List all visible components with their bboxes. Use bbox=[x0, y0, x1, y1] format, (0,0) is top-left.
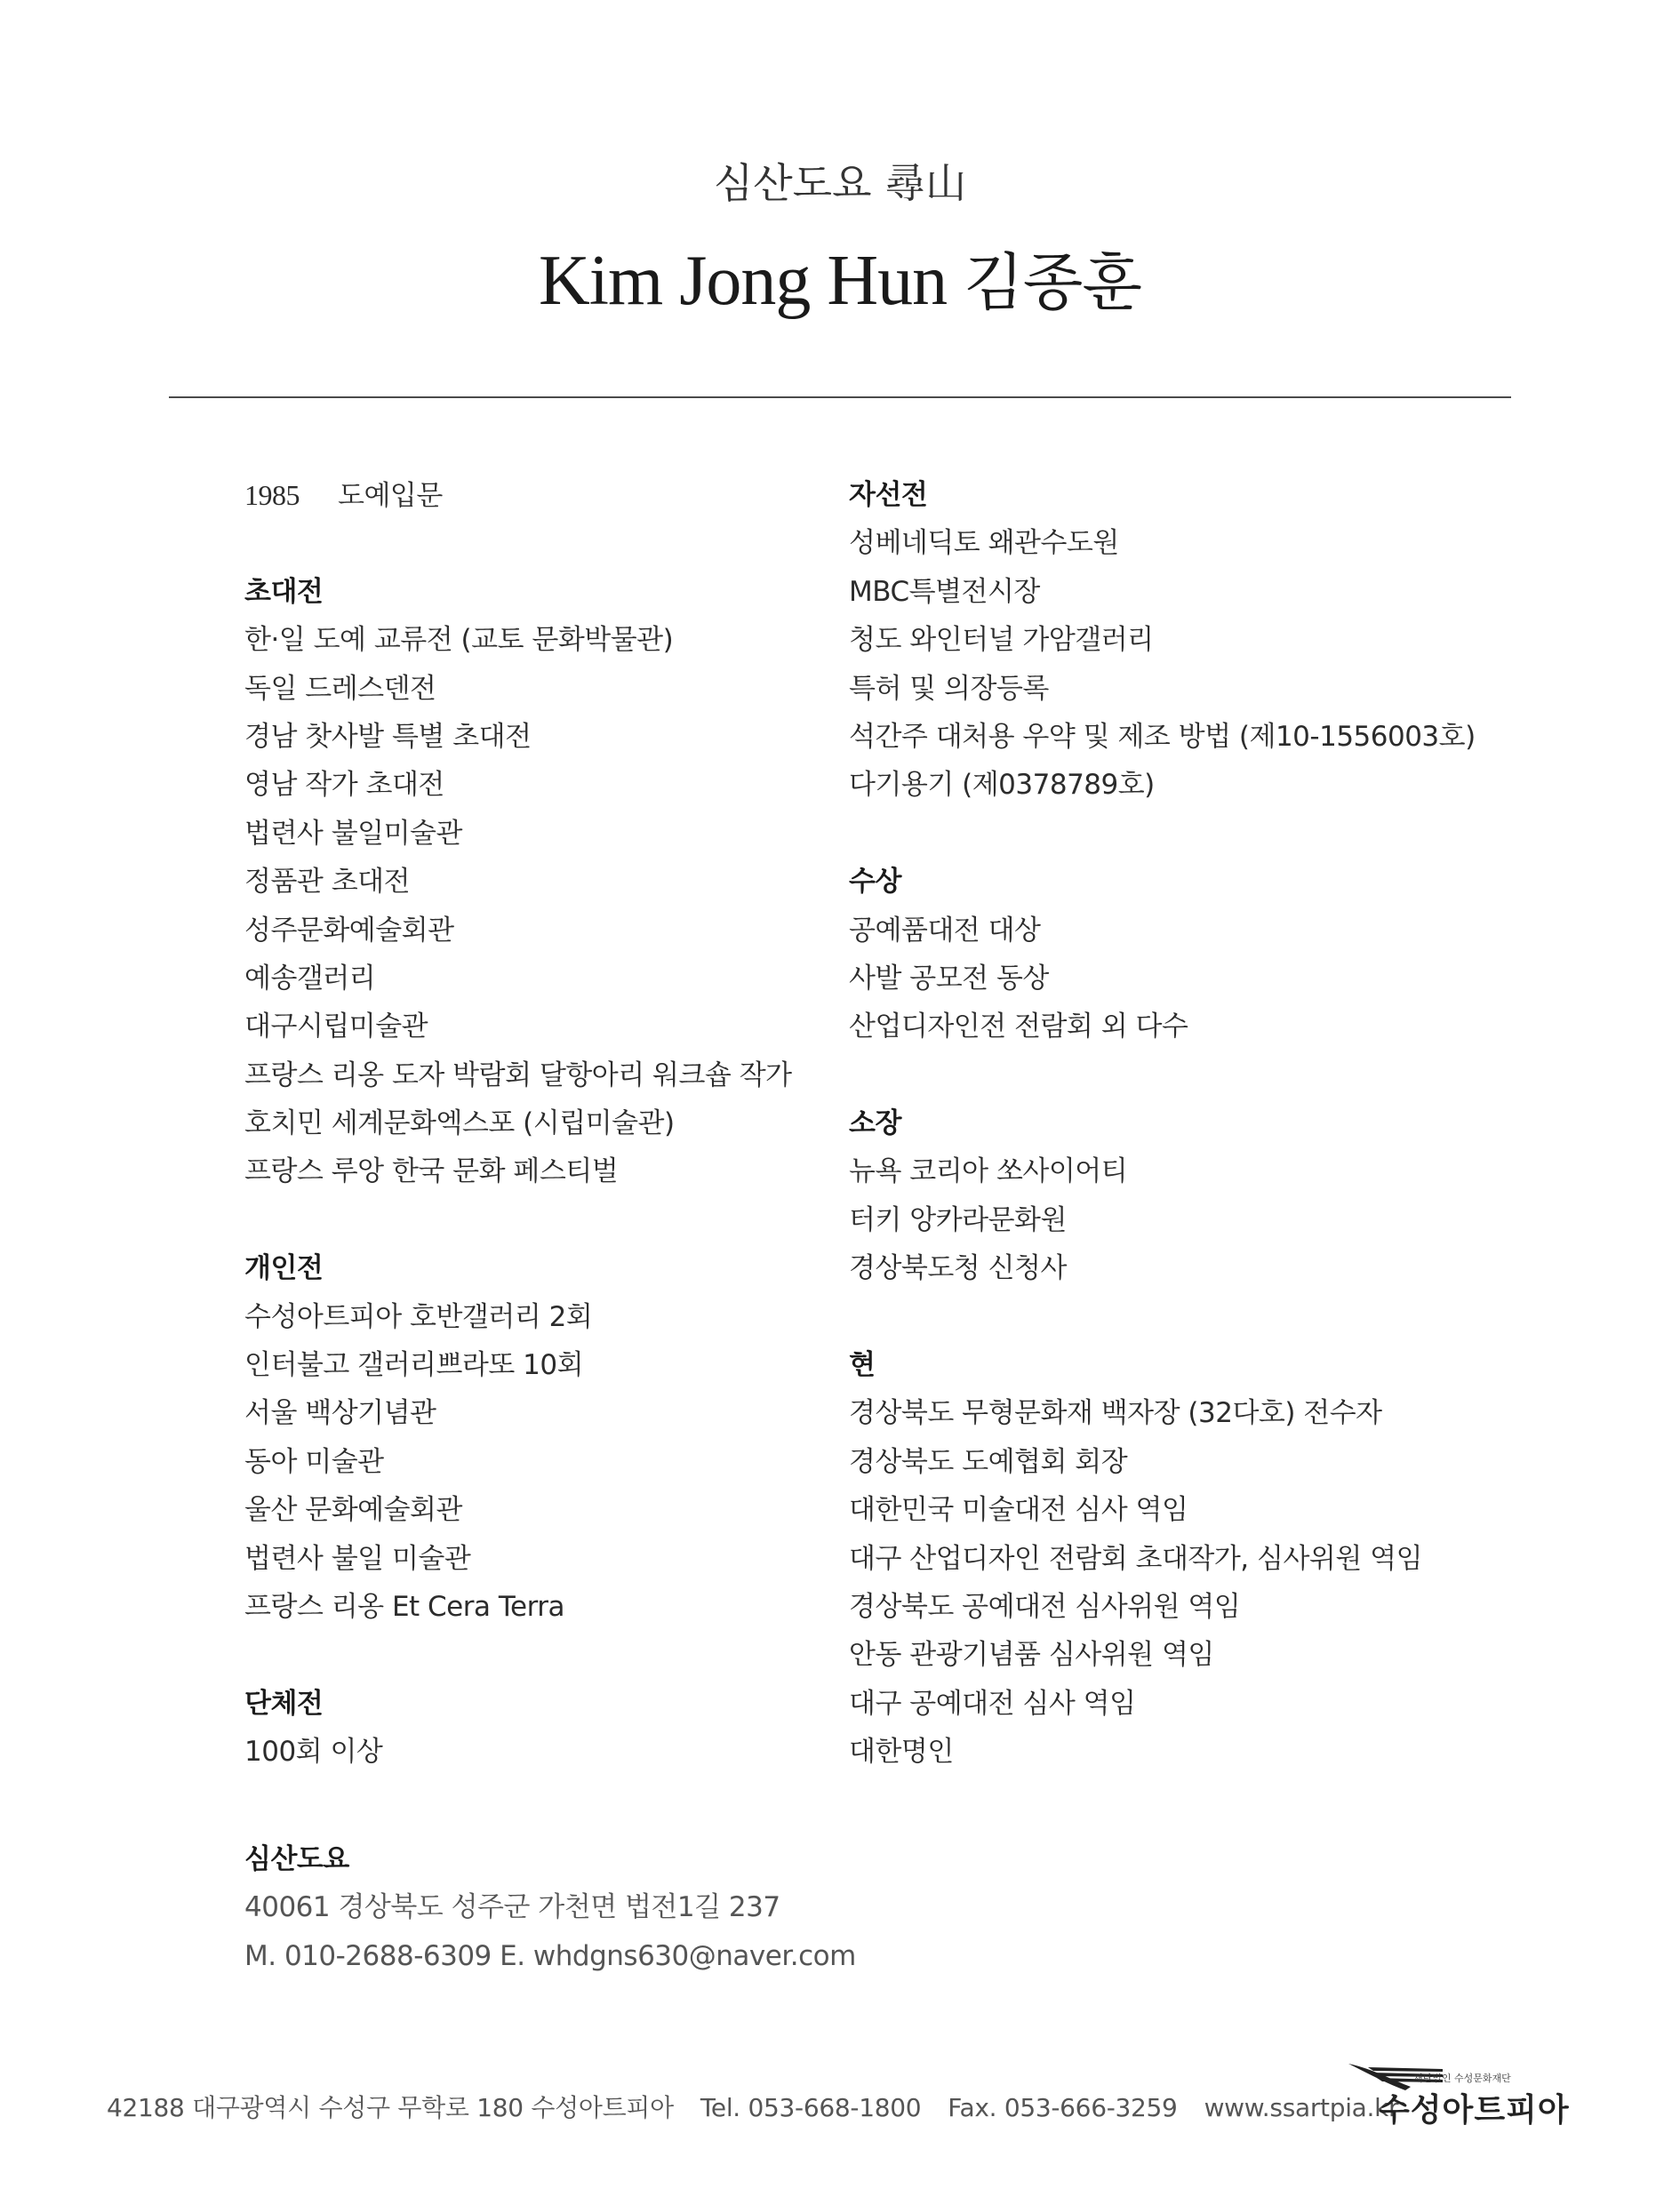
logo-org-name: 재단법인 수성문화재단 bbox=[1413, 2073, 1511, 2084]
list-item: 독일 드레스덴전 bbox=[244, 672, 436, 705]
section-gap bbox=[849, 1293, 1471, 1341]
right-sections bbox=[849, 471, 1476, 1777]
list-item: 안동 관광기념품 심사위원 역임 bbox=[849, 1639, 1214, 1672]
list-item: 수성아트피아 호반갤러리 2회 bbox=[244, 1300, 593, 1333]
intro-text: 도예입문 bbox=[338, 480, 443, 512]
header-divider bbox=[169, 396, 1511, 398]
section-heading: 현 bbox=[849, 1349, 876, 1382]
list-item: 동아 미술관 bbox=[244, 1445, 384, 1478]
section-heading: 단체전 bbox=[244, 1687, 324, 1720]
contact-block bbox=[244, 1835, 856, 1980]
list-item: 청도 와인터널 가암갤러리 bbox=[849, 624, 1154, 657]
list-item: 터키 앙카라문화원 bbox=[849, 1203, 1067, 1236]
list-item: 울산 문화예술회관 bbox=[244, 1494, 462, 1527]
list-item: 성주문화예술회관 bbox=[244, 914, 454, 947]
list-item: MBC특별전시장 bbox=[849, 575, 1040, 608]
right-column bbox=[849, 471, 1476, 1777]
list-item: 100회 이상 bbox=[244, 1736, 383, 1769]
section-heading: 소장 bbox=[849, 1107, 901, 1140]
list-item: 뉴욕 코리아 쏘사이어티 bbox=[849, 1155, 1128, 1188]
section-gap bbox=[849, 1051, 1471, 1099]
list-item: 석간주 대처용 우약 및 제조 방법 (제10-1556003호) bbox=[849, 720, 1476, 753]
section-gap bbox=[244, 1631, 813, 1679]
list-item: 프랑스 리옹 도자 박람회 달항아리 워크숍 작가 bbox=[244, 1059, 792, 1091]
list-item: 인터불고 갤러리쁘라또 10회 bbox=[244, 1349, 584, 1382]
contact-heading: 심산도요 bbox=[244, 1843, 349, 1875]
section-gap bbox=[244, 519, 813, 567]
list-item: 경남 찻사발 특별 초대전 bbox=[244, 720, 532, 753]
contact-address: 40061 경상북도 성주군 가천면 법전1길 237 bbox=[244, 1891, 780, 1924]
page-subtitle: 심산도요 尋山 bbox=[713, 159, 967, 207]
list-item: 프랑스 루앙 한국 문화 페스티벌 bbox=[244, 1155, 619, 1188]
list-item: 예송갤러리 bbox=[244, 962, 376, 995]
list-item: 대한명인 bbox=[849, 1736, 954, 1769]
list-item: 대구시립미술관 bbox=[244, 1011, 428, 1043]
list-item: 프랑스 리옹 Et Cera Terra bbox=[244, 1590, 565, 1623]
list-item: 경상북도 도예협회 회장 bbox=[849, 1445, 1128, 1478]
contact-phone-email: M. 010-2688-6309 E. whdgns630@naver.com bbox=[244, 1939, 856, 1972]
section-heading: 개인전 bbox=[244, 1252, 324, 1285]
list-item: 대한민국 미술대전 심사 역임 bbox=[849, 1494, 1188, 1527]
list-item: 한·일 도예 교류전 (교토 문화박물관) bbox=[244, 624, 674, 657]
list-item: 다기용기 (제0378789호) bbox=[849, 769, 1155, 802]
footer-tel: Tel. 053-668-1800 bbox=[700, 2093, 922, 2122]
title-english: Kim Jong Hun bbox=[538, 242, 948, 320]
list-item: 대구 산업디자인 전람회 초대작가, 심사위원 역임 bbox=[849, 1542, 1423, 1575]
section-heading: 자선전 bbox=[849, 479, 928, 511]
list-item: 영남 작가 초대전 bbox=[244, 769, 444, 802]
intro-line bbox=[244, 471, 813, 519]
list-item: 법련사 불일미술관 bbox=[244, 817, 462, 850]
list-item: 특허 및 의장등록 bbox=[849, 672, 1049, 705]
list-item: 법련사 불일 미술관 bbox=[244, 1542, 471, 1575]
page-title bbox=[0, 233, 1680, 323]
list-item: 산업디자인전 전람회 외 다수 bbox=[849, 1011, 1188, 1043]
section-gap bbox=[244, 1196, 813, 1244]
list-item: 서울 백상기념관 bbox=[244, 1397, 436, 1430]
list-item: 사발 공모전 동상 bbox=[849, 962, 1049, 995]
list-item: 공예품대전 대상 bbox=[849, 914, 1041, 947]
list-item: 성베네딕토 왜관수도원 bbox=[849, 527, 1119, 560]
section-gap bbox=[849, 810, 1471, 858]
footer-website[interactable]: www.ssartpia.kr bbox=[1204, 2093, 1399, 2122]
list-item: 경상북도청 신청사 bbox=[849, 1252, 1067, 1285]
list-item: 호치민 세계문화엑스포 (시립미술관) bbox=[244, 1107, 675, 1140]
logo-name: 수성아트피아 bbox=[1379, 2092, 1570, 2129]
footer-fax: Fax. 053-666-3259 bbox=[948, 2093, 1178, 2122]
section-heading: 초대전 bbox=[244, 575, 324, 608]
list-item: 정품관 초대전 bbox=[244, 866, 411, 899]
left-sections bbox=[244, 519, 813, 1776]
list-item: 경상북도 무형문화재 백자장 (32다호) 전수자 bbox=[849, 1397, 1382, 1430]
left-column bbox=[244, 471, 813, 1777]
intro-year: 1985 bbox=[244, 479, 300, 511]
footer bbox=[107, 2089, 1399, 2124]
footer-address: 42188 대구광역시 수성구 무학로 180 수성아트피아 bbox=[107, 2093, 674, 2122]
list-item: 대구 공예대전 심사 역임 bbox=[849, 1687, 1136, 1720]
foundation-logo bbox=[1347, 2060, 1578, 2131]
list-item: 경상북도 공예대전 심사위원 역임 bbox=[849, 1590, 1241, 1623]
section-heading: 수상 bbox=[849, 866, 901, 899]
title-korean: 김종훈 bbox=[964, 246, 1141, 319]
